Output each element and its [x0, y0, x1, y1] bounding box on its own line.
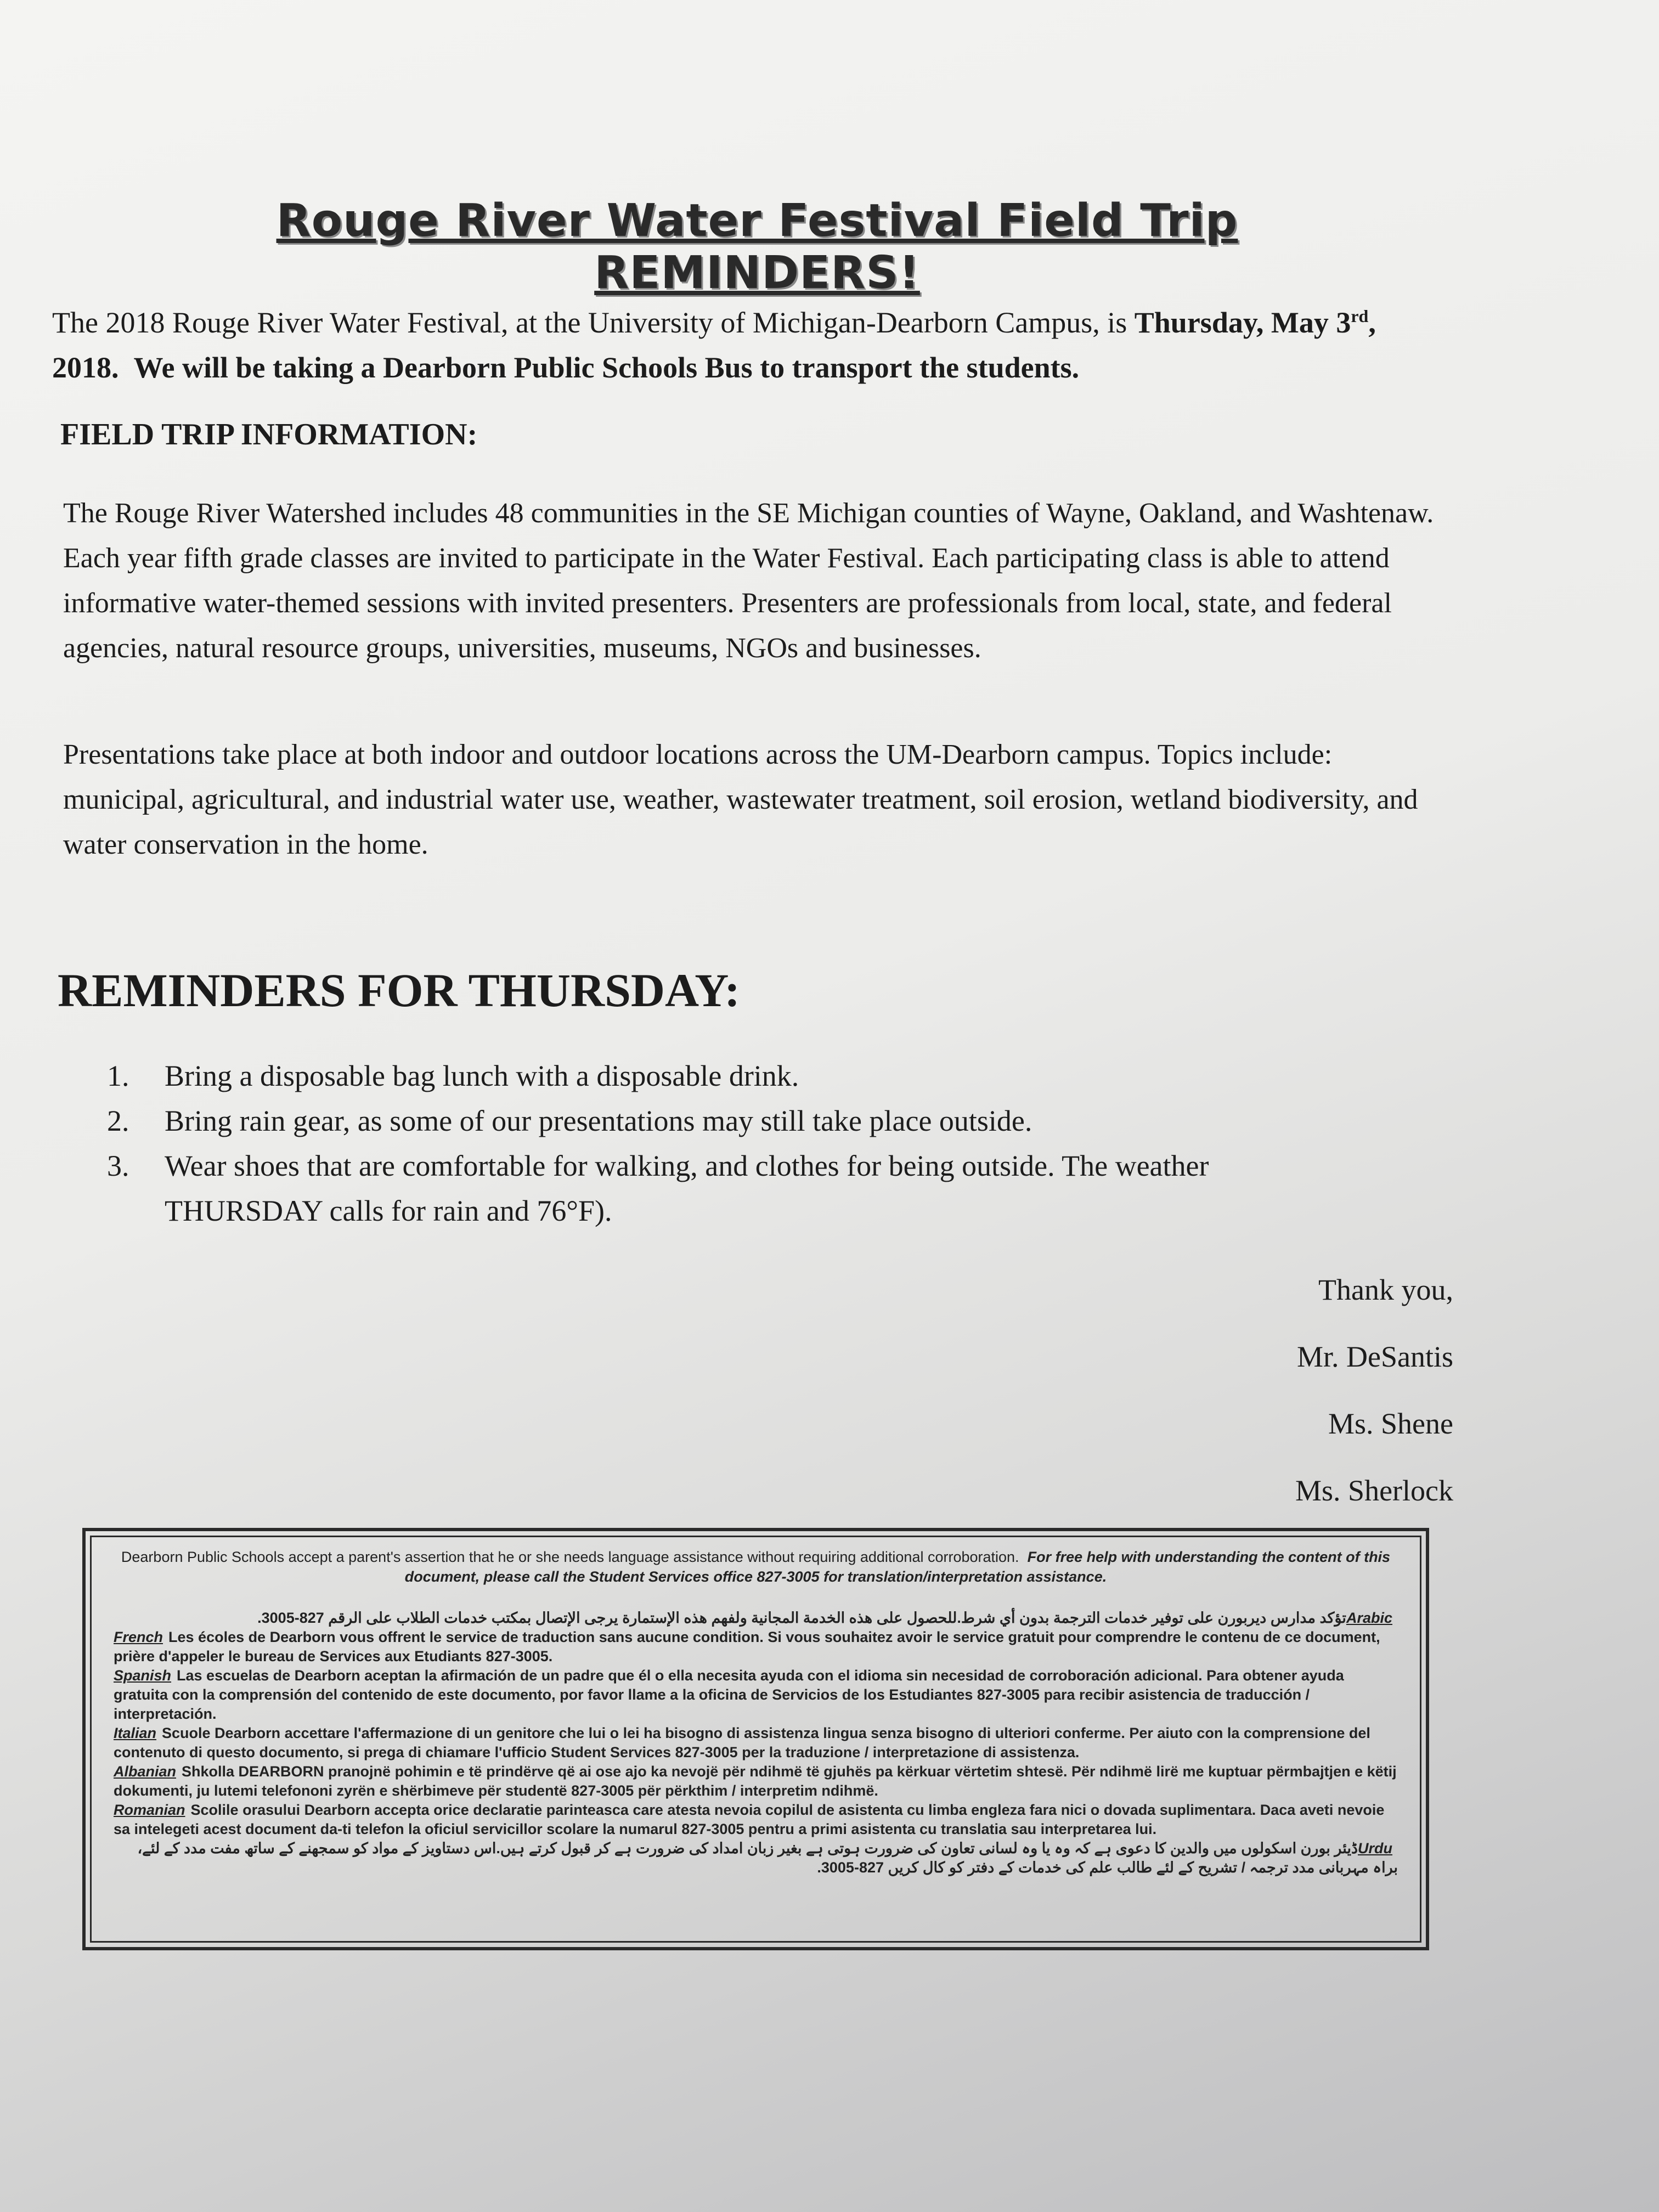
- signer-name: Ms. Shene: [1328, 1407, 1453, 1440]
- list-item: 1. Bring a disposable bag lunch with a disposable drink.: [107, 1059, 799, 1092]
- signer-name: Ms. Sherlock: [1295, 1474, 1453, 1507]
- list-item: 2. Bring rain gear, as some of our presentations may still take place outside.: [107, 1104, 1032, 1137]
- language-entry-romanian: Romanian Scolile orasului Dearborn accepta orice declaratie parinteasca care atesta nevoia copilul de asistenta cu limba engleza fara nici o dovada suplimentara. Daca aveti nevoie sa intelegeti acest document da-ti telefon la oficiul servicillor scolare la numarul 827-3005 pentru a primi asistenta cu translatia sau interpretarea lui.: [114, 1802, 1385, 1837]
- language-entry-urdu: Urduڈیئر بورن اسکولوں میں والدین کا دعوی ہے کہ وہ یا وہ لسانی تعاون کی ضرورت ہوتی ہے بغیر زبان امداد کی ضرورت ہے کر قبول کرتے ہیں.اس دستاویز کے مواد کو سمجھنے کے ساتھ مفت مدد کے لئے، براہ مہربانی مدد ترجمہ / تشریح کے لئے طالب علم کی خدمات کے دفتر کو کال کریں 827-3005.: [137, 1840, 1398, 1876]
- signer-name: Mr. DeSantis: [1296, 1340, 1453, 1373]
- intro-text: The 2018 Rouge River Water Festival, at the University of Michigan-Dearborn Campus, is: [52, 306, 1135, 339]
- intro-date: Thursday, May 3rd, 2018.: [52, 306, 1376, 384]
- thanks-line: Thank you,: [1318, 1273, 1453, 1306]
- info-paragraph-2: Presentations take place at both indoor and outdoor locations across the UM-Dearborn campus. Topics include: municipal, agricultural, and industrial water use, weather, wastewater treatment, soil erosion, wetland biodiversity, and water conservation in the home.: [63, 739, 1418, 860]
- language-entry-albanian: Albanian Shkolla DEARBORN pranojnë pohimin e të prindërve që ai ose ajo ka nevojë për ndihmë të gjuhës pa kërkuar vërtetim shtesë. Për ndihmë lirë me kuptuar përmbajtjen e këtij dokumenti, ju lutemi telefononi zyrën e shërbimeve për studentë 827-3005 për përkthim / interpretim ndihmë.: [114, 1763, 1397, 1799]
- field-trip-heading: FIELD TRIP INFORMATION:: [60, 417, 478, 452]
- language-box-header: Dearborn Public Schools accept a parent's assertion that he or she needs language assistance without requiring additional corroboration. For free help with understanding the content of this document, please call the Student Services office 827-3005 for translation/interpretation assistance.: [121, 1549, 1391, 1585]
- info-paragraph-1: The Rouge River Watershed includes 48 communities in the SE Michigan counties of Wayne, Oakland, and Washtenaw. Each year fifth grade classes are invited to participate in the Water Festival. Each participating class is able to attend informative water-themed sessions with invited presenters. Presenters are professionals from local, state, and federal agencies, natural resource groups, universities, museums, NGOs and businesses.: [63, 498, 1434, 664]
- reminders-list: [107, 1053, 1369, 1233]
- language-entry-french: French Les écoles de Dearborn vous offrent le service de traduction sans aucune condition. Si vous souhaitez avoir le service gratuit pour comprendre le contenu de ce document, prière d'appeler le bureau de Services aux Etudiants 827-3005.: [114, 1629, 1380, 1664]
- intro-bus-text: We will be taking a Dearborn Public Schools Bus to transport the students.: [133, 351, 1080, 384]
- signoff: [1295, 1256, 1453, 1524]
- page-title: Rouge River Water Festival Field Trip REMINDERS!: [276, 195, 1238, 299]
- intro-paragraph: [52, 294, 1435, 390]
- list-item: 3. Wear shoes that are comfortable for walking, and clothes for being outside. The weather THURSDAY calls for rain and 76°F).: [107, 1149, 1209, 1227]
- reminders-heading: REMINDERS FOR THURSDAY:: [58, 964, 741, 1017]
- language-entry-arabic: Arabicتؤكد مدارس ديربورن على توفير خدمات الترجمة بدون أي شرط.للحصول على هذه الخدمة المجانية ولفهم هذه الإستمارة يرجى الإتصال بمكتب خدمات الطلاب على الرقم 827-3005.: [257, 1610, 1392, 1626]
- language-assistance-box: [82, 1528, 1429, 1950]
- language-entry-italian: Italian Scuole Dearborn accettare l'affermazione di un genitore che lui o lei ha bisogno di assistenza lingua senza bisogno di ulteriori conferme. Per aiuto con la comprensione del contenuto di questo documento, si prega di chiamare l'ufficio Student Services 827-3005 per la traduzione / interpretazione di assistenza.: [114, 1725, 1370, 1760]
- language-entry-spanish: Spanish Las escuelas de Dearborn aceptan la afirmación de un padre que él o ella necesita ayuda con el idioma sin necesidad de corroboración adicional. Para obtener ayuda gratuita con la comprensión del contenido de este documento, por favor llame a la oficina de Servicios de los Estudiantes 827-3005 para recibir asistencia de traducción / interpretación.: [114, 1667, 1344, 1722]
